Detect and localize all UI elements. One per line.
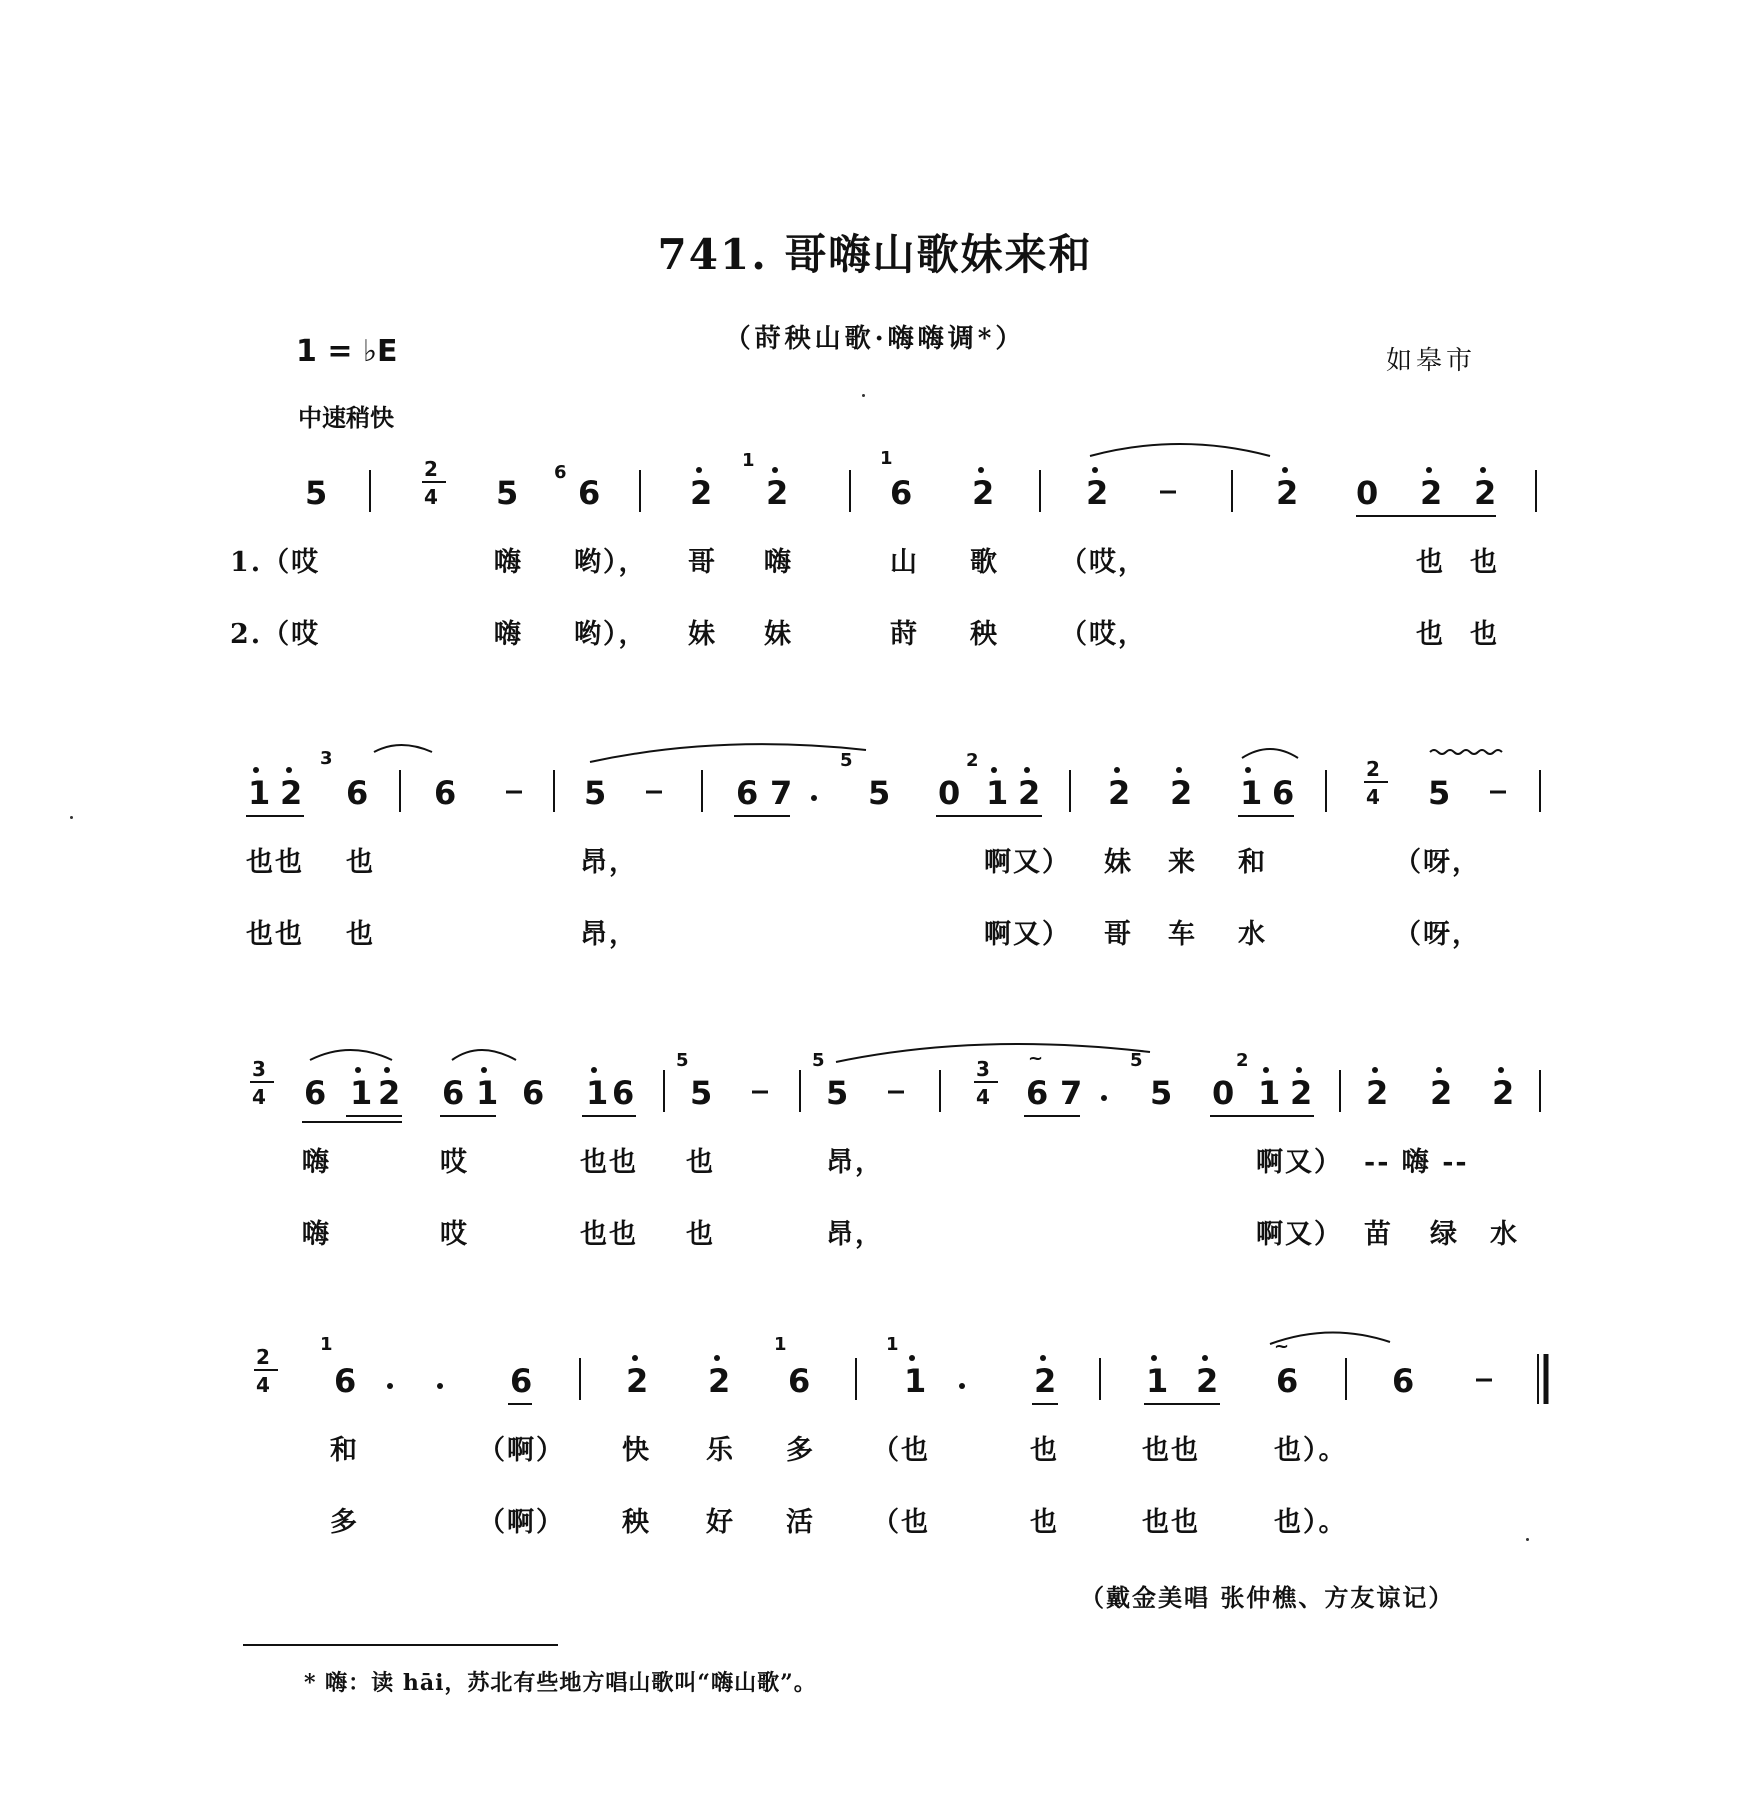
svg-text:2: 2 (1086, 474, 1109, 512)
lyric-syllable: 昂， (826, 1147, 884, 1178)
svg-text:2: 2 (1108, 774, 1131, 812)
svg-text:6: 6 (788, 1362, 811, 1400)
lyric-syllable: 啊又） (984, 847, 1071, 878)
svg-text:5: 5 (305, 474, 328, 512)
lyric-syllable: 也 (1030, 1435, 1059, 1466)
svg-text:2: 2 (256, 1345, 270, 1369)
lyric-syllable: 也也 (246, 847, 304, 878)
svg-text:2: 2 (1366, 757, 1380, 781)
svg-text:2: 2 (378, 1074, 401, 1112)
svg-text:2: 2 (1290, 1074, 1313, 1112)
svg-text:7: 7 (1060, 1074, 1083, 1112)
lyric-syllable: 啊又） (1256, 1219, 1343, 1250)
svg-text:6: 6 (1272, 774, 1295, 812)
svg-text:0: 0 (1356, 474, 1379, 512)
lyric-syllable: 车 (1168, 919, 1197, 950)
lyric-syllable: 也也 (580, 1219, 638, 1250)
svg-text:2: 2 (280, 774, 303, 812)
lyric-syllable: 莳 (890, 619, 919, 650)
lyric-syllable: 妹 (688, 619, 717, 650)
svg-text:2: 2 (1018, 774, 1041, 812)
lyric-syllable: 快 (622, 1435, 651, 1466)
lyric-syllable: 乐 (706, 1435, 735, 1466)
lyric-syllable: 妹 (1104, 847, 1133, 878)
svg-text:5: 5 (840, 750, 853, 771)
svg-text:2: 2 (690, 474, 713, 512)
lyric-syllable: 多 (786, 1435, 815, 1466)
svg-text:7: 7 (770, 774, 793, 812)
lyric-verse-2 (0, 612, 1750, 652)
lyric-syllable: 昂， (580, 919, 638, 950)
lyric-syllable: 哟）， (574, 547, 648, 578)
lyric-syllable: （哎， (1060, 547, 1147, 578)
svg-text:4: 4 (976, 1085, 990, 1109)
lyric-syllable: 来 (1168, 847, 1197, 878)
svg-text:6: 6 (434, 774, 457, 812)
lyric-syllable: 活 (786, 1507, 815, 1538)
lyric-syllable: -- 嗨 -- (1364, 1147, 1469, 1178)
svg-text:1: 1 (986, 774, 1009, 812)
svg-text:4: 4 (1366, 785, 1380, 809)
lyric-syllable: 昂， (580, 847, 638, 878)
lyric-syllable: 也 (1030, 1507, 1059, 1538)
svg-text:2: 2 (1492, 1074, 1515, 1112)
lyric-syllable: 也 (1470, 619, 1499, 650)
svg-text:6: 6 (1276, 1362, 1299, 1400)
svg-text:6: 6 (736, 774, 759, 812)
svg-text:2: 2 (1474, 474, 1497, 512)
lyric-syllable: 也 (1416, 547, 1445, 578)
svg-text:1: 1 (476, 1074, 499, 1112)
lyric-syllable: 也也 (1142, 1507, 1200, 1538)
lyric-syllable: （呀， (1394, 919, 1481, 950)
svg-text:2: 2 (1236, 1050, 1249, 1071)
lyric-syllable: 嗨 (302, 1219, 331, 1250)
lyric-syllable: 2.（哎 (230, 619, 321, 650)
svg-text:2: 2 (1276, 474, 1299, 512)
lyric-verse-1 (0, 840, 1750, 880)
svg-text:2: 2 (766, 474, 789, 512)
lyric-syllable: （呀， (1394, 847, 1481, 878)
lyric-syllable: 也也 (246, 919, 304, 950)
svg-text:2: 2 (424, 457, 438, 481)
lyric-syllable: 山 (890, 547, 919, 578)
svg-text:5: 5 (496, 474, 519, 512)
lyric-syllable: 哎 (440, 1147, 469, 1178)
svg-text:2: 2 (708, 1362, 731, 1400)
tempo-marking: 中速稍快 (298, 404, 394, 432)
lyric-syllable: 哥 (1104, 919, 1133, 950)
svg-text:6: 6 (578, 474, 601, 512)
svg-text:1: 1 (350, 1074, 373, 1112)
lyric-syllable: 也 (686, 1147, 715, 1178)
svg-text:1: 1 (774, 1334, 787, 1355)
svg-text:1: 1 (742, 450, 755, 471)
lyric-syllable: 秧 (622, 1507, 651, 1538)
svg-text:4: 4 (424, 485, 438, 509)
svg-text:5: 5 (676, 1050, 689, 1071)
svg-text:6: 6 (612, 1074, 635, 1112)
lyric-syllable: 也也 (1142, 1435, 1200, 1466)
svg-text:6: 6 (1392, 1362, 1415, 1400)
svg-text:5: 5 (1150, 1074, 1173, 1112)
lyric-syllable: （啊） (478, 1507, 565, 1538)
svg-text:6: 6 (554, 462, 567, 483)
svg-text:3: 3 (320, 748, 333, 769)
performer-credit: （戴金美唱 张仲樵、方友谅记） (1080, 1583, 1455, 1612)
svg-text:5: 5 (1428, 774, 1451, 812)
lyric-syllable: 1.（哎 (230, 547, 321, 578)
svg-text:1: 1 (320, 1334, 333, 1355)
lyric-syllable: 也也 (580, 1147, 638, 1178)
lyric-syllable: 也）。 (1274, 1507, 1348, 1538)
svg-text:2: 2 (1170, 774, 1193, 812)
lyric-syllable: 妹 (764, 619, 793, 650)
lyric-syllable: 歌 (970, 547, 999, 578)
svg-text:5: 5 (690, 1074, 713, 1112)
lyric-syllable: 嗨 (494, 619, 523, 650)
scan-speck (862, 394, 865, 397)
scan-speck (1526, 1538, 1529, 1541)
lyric-syllable: 和 (330, 1435, 359, 1466)
svg-text:1: 1 (1258, 1074, 1281, 1112)
lyric-syllable: 也）。 (1274, 1435, 1348, 1466)
lyric-syllable: 好 (706, 1507, 735, 1538)
svg-text:2: 2 (966, 750, 979, 771)
lyric-syllable: 哎 (440, 1219, 469, 1250)
svg-text:6: 6 (442, 1074, 465, 1112)
lyric-syllable: 哟）， (574, 619, 648, 650)
svg-text:3: 3 (252, 1057, 266, 1081)
lyric-syllable: 多 (330, 1507, 359, 1538)
svg-text:2: 2 (972, 474, 995, 512)
svg-text:5: 5 (868, 774, 891, 812)
svg-text:5: 5 (1130, 1050, 1143, 1071)
lyric-syllable: 也 (346, 919, 375, 950)
lyric-syllable: 哥 (688, 547, 717, 578)
lyric-syllable: 也 (686, 1219, 715, 1250)
lyric-verse-1 (0, 1428, 1750, 1468)
lyric-syllable: 水 (1238, 919, 1267, 950)
svg-text:1: 1 (904, 1362, 927, 1400)
svg-text:6: 6 (334, 1362, 357, 1400)
lyric-syllable: 也 (346, 847, 375, 878)
svg-text:1: 1 (886, 1334, 899, 1355)
svg-text:2: 2 (1366, 1074, 1389, 1112)
lyric-syllable: （哎， (1060, 619, 1147, 650)
svg-text:~: ~ (1274, 1336, 1290, 1357)
lyric-syllable: 嗨 (764, 547, 793, 578)
lyric-verse-1 (0, 1140, 1750, 1180)
lyric-syllable: 昂， (826, 1219, 884, 1250)
lyric-syllable: 啊又） (984, 919, 1071, 950)
lyric-verse-2 (0, 1212, 1750, 1252)
lyric-verse-1 (0, 540, 1750, 580)
svg-text:1: 1 (1146, 1362, 1169, 1400)
song-subtitle: （莳秧山歌·嗨嗨调*） (724, 324, 1026, 354)
svg-text:~: ~ (1028, 1048, 1044, 1069)
lyric-syllable: （啊） (478, 1435, 565, 1466)
svg-text:2: 2 (626, 1362, 649, 1400)
lyric-syllable: （也 (872, 1507, 930, 1538)
lyric-syllable: 绿 (1430, 1219, 1459, 1250)
lyric-syllable: 苗 (1364, 1219, 1393, 1250)
svg-text:6: 6 (346, 774, 369, 812)
footnote-divider (243, 1644, 558, 1646)
lyric-verse-2 (0, 912, 1750, 952)
lyric-syllable: 嗨 (302, 1147, 331, 1178)
svg-text:5: 5 (812, 1050, 825, 1071)
lyric-verse-2 (0, 1500, 1750, 1540)
svg-text:2: 2 (1430, 1074, 1453, 1112)
svg-text:3: 3 (976, 1057, 990, 1081)
song-title: 741. 哥嗨山歌妹来和 (657, 230, 1093, 279)
lyric-syllable: 和 (1238, 847, 1267, 878)
lyric-syllable: 啊又） (1256, 1147, 1343, 1178)
svg-text:0: 0 (1212, 1074, 1235, 1112)
svg-text:1: 1 (248, 774, 271, 812)
svg-text:5: 5 (584, 774, 607, 812)
svg-text:1: 1 (880, 448, 893, 469)
lyric-syllable: （也 (872, 1435, 930, 1466)
svg-text:6: 6 (522, 1074, 545, 1112)
svg-text:5: 5 (826, 1074, 849, 1112)
svg-text:1: 1 (586, 1074, 609, 1112)
lyric-syllable: 嗨 (494, 547, 523, 578)
svg-text:2: 2 (1196, 1362, 1219, 1400)
lyric-syllable: 秧 (970, 619, 999, 650)
key-signature: 1 = ♭E (296, 334, 398, 369)
svg-text:6: 6 (510, 1362, 533, 1400)
footnote: * 嗨：读 hāi，苏北有些地方唱山歌叫“嗨山歌”。 (304, 1670, 817, 1696)
region-label: 如皋市 (1386, 346, 1477, 376)
lyric-syllable: 水 (1490, 1219, 1519, 1250)
svg-text:6: 6 (890, 474, 913, 512)
scan-speck (70, 816, 73, 819)
svg-text:6: 6 (1026, 1074, 1049, 1112)
lyric-syllable: 也 (1416, 619, 1445, 650)
svg-text:2: 2 (1420, 474, 1443, 512)
svg-text:6: 6 (304, 1074, 327, 1112)
svg-text:1: 1 (1240, 774, 1263, 812)
svg-text:4: 4 (256, 1373, 270, 1397)
svg-text:0: 0 (938, 774, 961, 812)
svg-text:4: 4 (252, 1085, 266, 1109)
lyric-syllable: 也 (1470, 547, 1499, 578)
svg-text:2: 2 (1034, 1362, 1057, 1400)
